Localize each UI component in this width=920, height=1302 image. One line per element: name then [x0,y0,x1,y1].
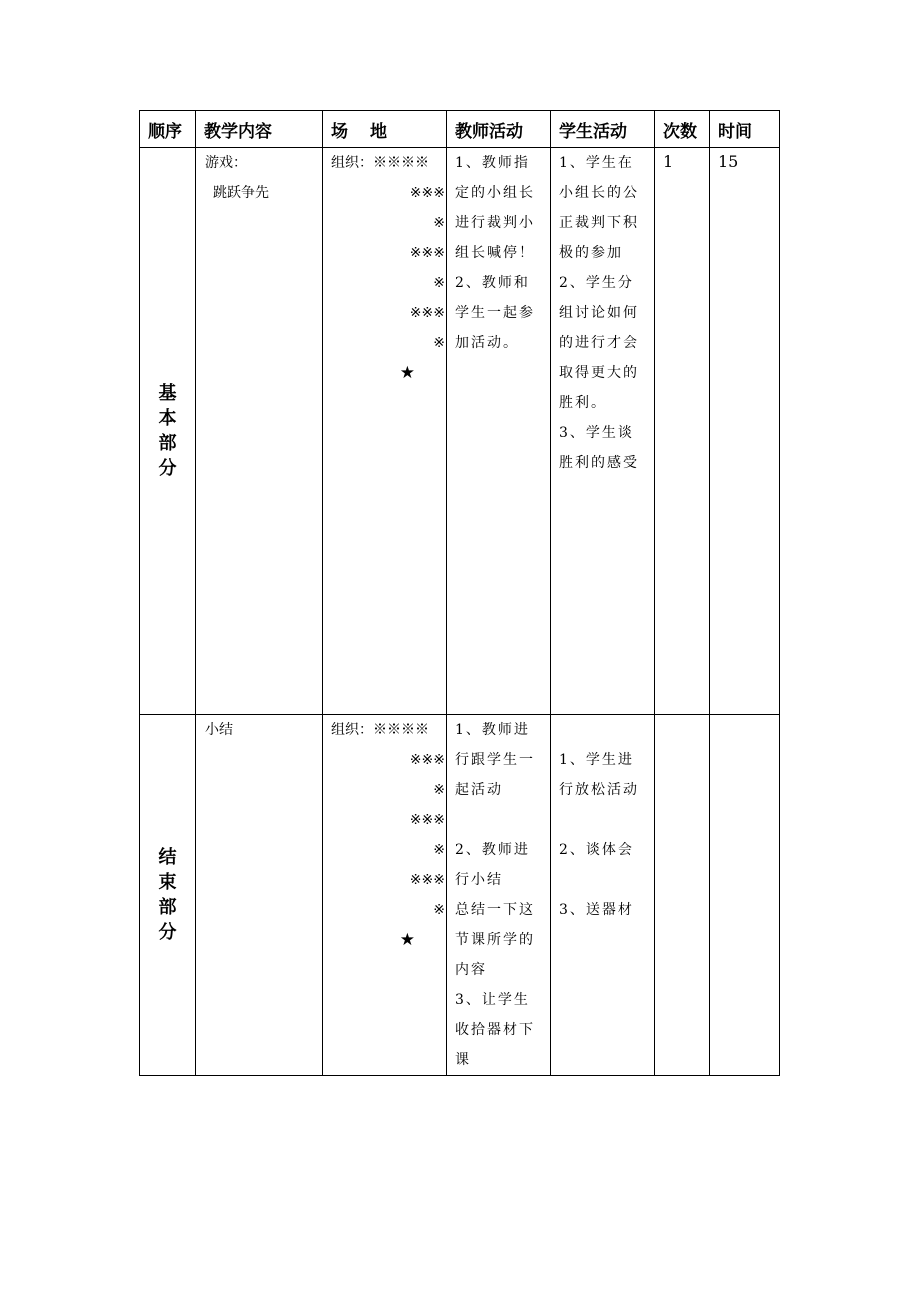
lesson-plan-table [139,110,780,1076]
ending-section-row [140,715,780,1076]
basic-student-activity: 1、学生在小组长的公正裁判下积极的参加 2、学生分组讨论如何的进行才会取得更大的胜利。 3、学生谈胜利的感受 [551,148,655,715]
basic-section-row [140,148,780,715]
header-duration: 时间 [710,111,780,148]
teacher-position-star-icon: ★ [399,363,415,383]
basic-venue: 组织：※※※※ ※※※ ※ ※※※ ※ ※※※ ※ ★ [323,148,447,715]
header-row [140,111,780,148]
header-venue: 场 地 [323,111,447,148]
ending-student-activity: 1、学生进行放松活动 2、谈体会 3、送器材 [551,715,655,1076]
ending-duration [710,715,780,1076]
ending-venue: 组织：※※※※ ※※※ ※ ※※※ ※ ※※※ ※ ★ [323,715,447,1076]
teacher-position-star-icon: ★ [399,930,415,950]
header-content: 教学内容 [196,111,323,148]
header-student-activity: 学生活动 [551,111,655,148]
ending-section-label: 结 束 部 分 [140,715,196,1076]
header-order: 顺序 [140,111,196,148]
basic-content: 游戏： 跳跃争先 [196,148,323,715]
header-times: 次数 [655,111,710,148]
basic-duration: 15 [710,148,780,715]
basic-section-label: 基 本 部 分 [140,148,196,715]
header-teacher-activity: 教师活动 [447,111,551,148]
basic-times: 1 [655,148,710,715]
ending-teacher-activity: 1、教师进行跟学生一起活动 2、教师进行小结 总结一下这节课所学的内容 3、让学生收拾器材下课 [447,715,551,1076]
ending-content: 小结 [196,715,323,1076]
ending-times [655,715,710,1076]
basic-teacher-activity: 1、教师指定的小组长进行裁判小组长喊停！ 2、教师和学生一起参加活动。 [447,148,551,715]
